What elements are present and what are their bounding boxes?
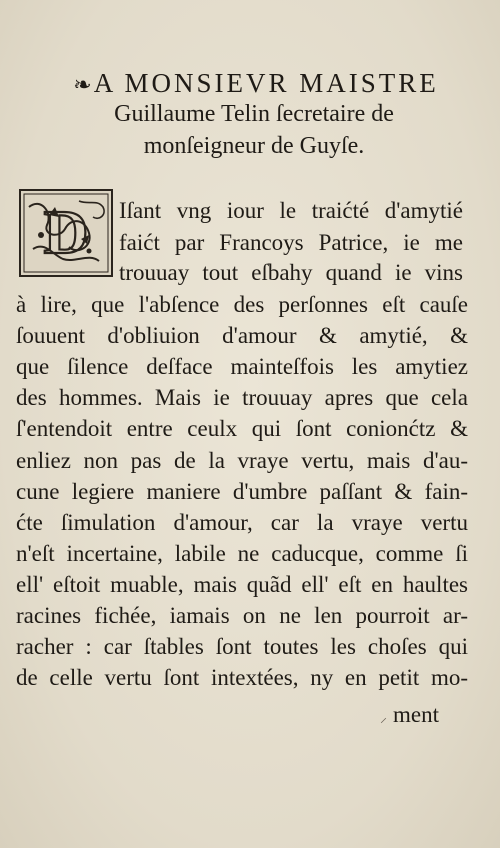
- heading-line-3: monſeigneur de Guyſe.: [143, 133, 365, 159]
- catchword-text: ment: [393, 702, 439, 727]
- catchword: [380, 700, 439, 734]
- drop-cap-letter: D: [43, 199, 89, 267]
- text-line-15: racher : car ſtables ſont toutes les choſes qui: [16, 634, 468, 659]
- decorated-initial-icon: [19, 189, 113, 277]
- text-line-8: ſ'entendoit entre ceulx qui ſont conionćtz &: [16, 416, 468, 441]
- text-line-12: n'eſt incertaine, labile ne caducque, comme ſi: [16, 541, 468, 566]
- dedication-heading: [6, 68, 500, 99]
- printer-mark-icon: ⸝: [380, 711, 387, 726]
- text-line-3: trouuay tout eſbahy quand ie vins: [119, 260, 463, 285]
- heading-line-2: Guillaume Telin ſecretaire de: [114, 101, 394, 127]
- text-line-2: faićt par Francoys Patrice, ie me: [119, 230, 463, 255]
- text-line-6: que ſilence deſface mainteſfois les amytiez: [16, 354, 468, 379]
- text-line-14: racines fichée, iamais on ne len pourroit ar-: [16, 603, 468, 628]
- text-line-10: cune legiere maniere d'umbre paſſant & fain-: [16, 479, 468, 504]
- fleuron-icon: ❧: [73, 72, 92, 97]
- text-line-4: à lire, que l'abſence des perſonnes eſt cauſe: [16, 292, 468, 317]
- text-line-9: enliez non pas de la vraye vertu, mais d'au-: [16, 448, 468, 473]
- text-line-1: Iſant vng iour le traićté d'amytié: [119, 198, 463, 223]
- text-line-7: des hommes. Mais ie trouuay apres que cela: [16, 385, 468, 410]
- heading-line-1: A MONSIEVR MAISTRE: [93, 68, 439, 98]
- text-line-5: ſouuent d'obliuion d'amour & amytié, &: [16, 323, 468, 348]
- text-line-13: ell' eſtoit muable, mais quãd ell' eſt en haultes: [16, 572, 468, 597]
- text-line-16: de celle vertu ſont intextées, ny en petit mo-: [16, 665, 468, 690]
- text-line-11: ćte ſimulation d'amour, car la vraye vertu: [16, 510, 468, 535]
